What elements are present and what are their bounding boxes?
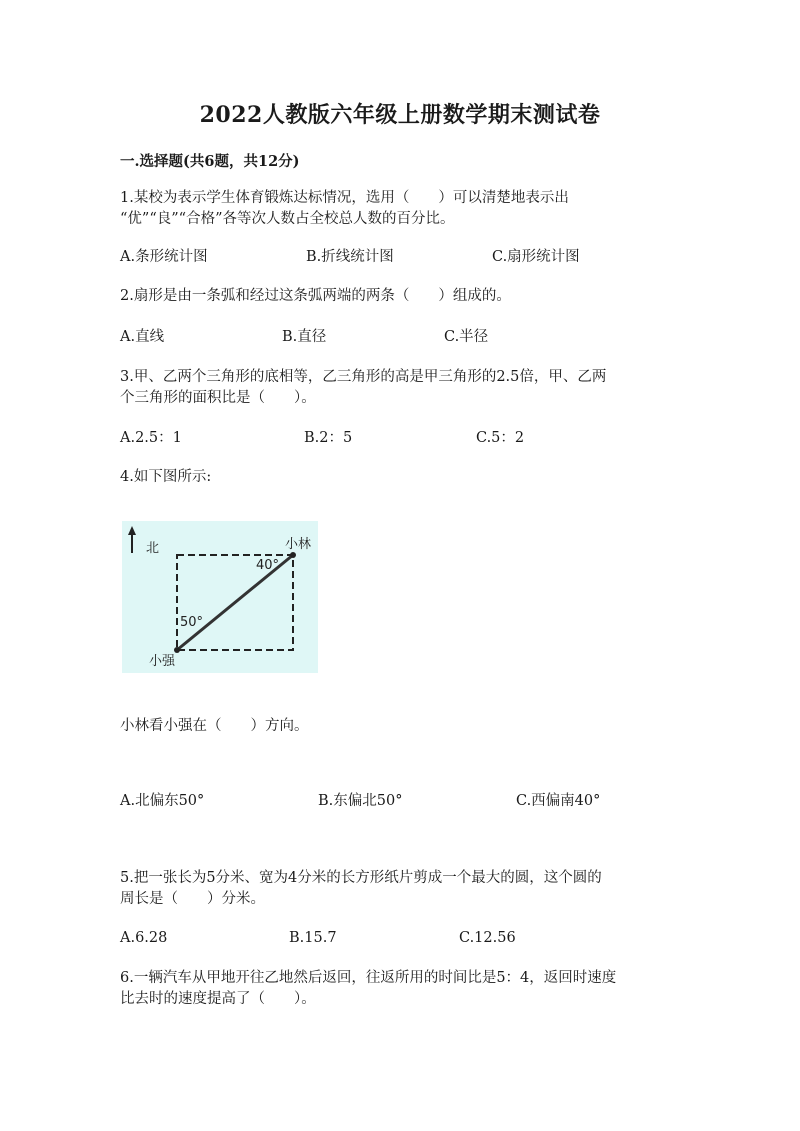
question-2-option-c: C.半径 (444, 329, 489, 345)
question-6-line-1: 6.一辆汽车从甲地开往乙地然后返回，往返所用的时间比是5：4，返回时速度 (120, 970, 617, 986)
direction-figure (122, 521, 318, 673)
question-4-line-2: 小林看小强在（ ）方向。 (120, 718, 309, 734)
north-arrow-head (128, 526, 136, 535)
question-3-option-a: A.2.5：1 (120, 430, 182, 446)
question-4-line-1: 4.如下图所示: (120, 469, 212, 485)
question-4-option-b: B.东偏北50° (318, 793, 403, 809)
question-3-line-1: 3.甲、乙两个三角形的底相等，乙三角形的高是甲三角形的2.5倍，甲、乙两 (120, 369, 607, 385)
question-5-option-c: C.12.56 (459, 930, 516, 946)
angle-40-label: 40° (256, 558, 280, 573)
question-5-option-a: A.6.28 (120, 930, 168, 946)
question-1-option-c: C.扇形统计图 (492, 249, 580, 265)
xiaolin-label: 小林 (285, 537, 312, 552)
question-1-line-1: 1.某校为表示学生体育锻炼达标情况，选用（ ）可以清楚地表示出 (120, 190, 569, 206)
question-5-line-1: 5.把一张长为5分米、宽为4分米的长方形纸片剪成一个最大的圆，这个圆的 (120, 870, 602, 886)
angle-50-label: 50° (180, 615, 204, 630)
point-xiaolin (290, 552, 296, 558)
question-2-line-1: 2.扇形是由一条弧和经过这条弧两端的两条（ ）组成的。 (120, 288, 511, 304)
question-1-line-2: “优”“良”“合格”各等次人数占全校总人数的百分比。 (120, 211, 455, 227)
question-3-option-c: C.5：2 (476, 430, 525, 446)
section-heading: 一.选择题(共6题，共12分) (120, 153, 300, 170)
question-4-option-c: C.西偏南40° (516, 793, 601, 809)
question-5-option-b: B.15.7 (289, 930, 337, 946)
document-title: 2022人教版六年级上册数学期末测试卷 (199, 102, 601, 128)
question-3-option-b: B.2：5 (304, 430, 353, 446)
question-5-line-2: 周长是（ ）分米。 (120, 891, 265, 907)
xiaoqiang-label: 小强 (149, 654, 176, 669)
question-6-line-2: 比去时的速度提高了（ ）。 (120, 991, 316, 1007)
north-label: 北 (146, 541, 160, 556)
question-4-option-a: A.北偏东50° (120, 793, 205, 809)
question-2-option-a: A.直线 (120, 329, 165, 345)
point-xiaoqiang (174, 647, 180, 653)
question-2-option-b: B.直径 (282, 329, 327, 345)
question-1-option-a: A.条形统计图 (120, 249, 208, 265)
question-3-line-2: 个三角形的面积比是（ ）。 (120, 390, 316, 406)
question-1-option-b: B.折线统计图 (306, 249, 394, 265)
